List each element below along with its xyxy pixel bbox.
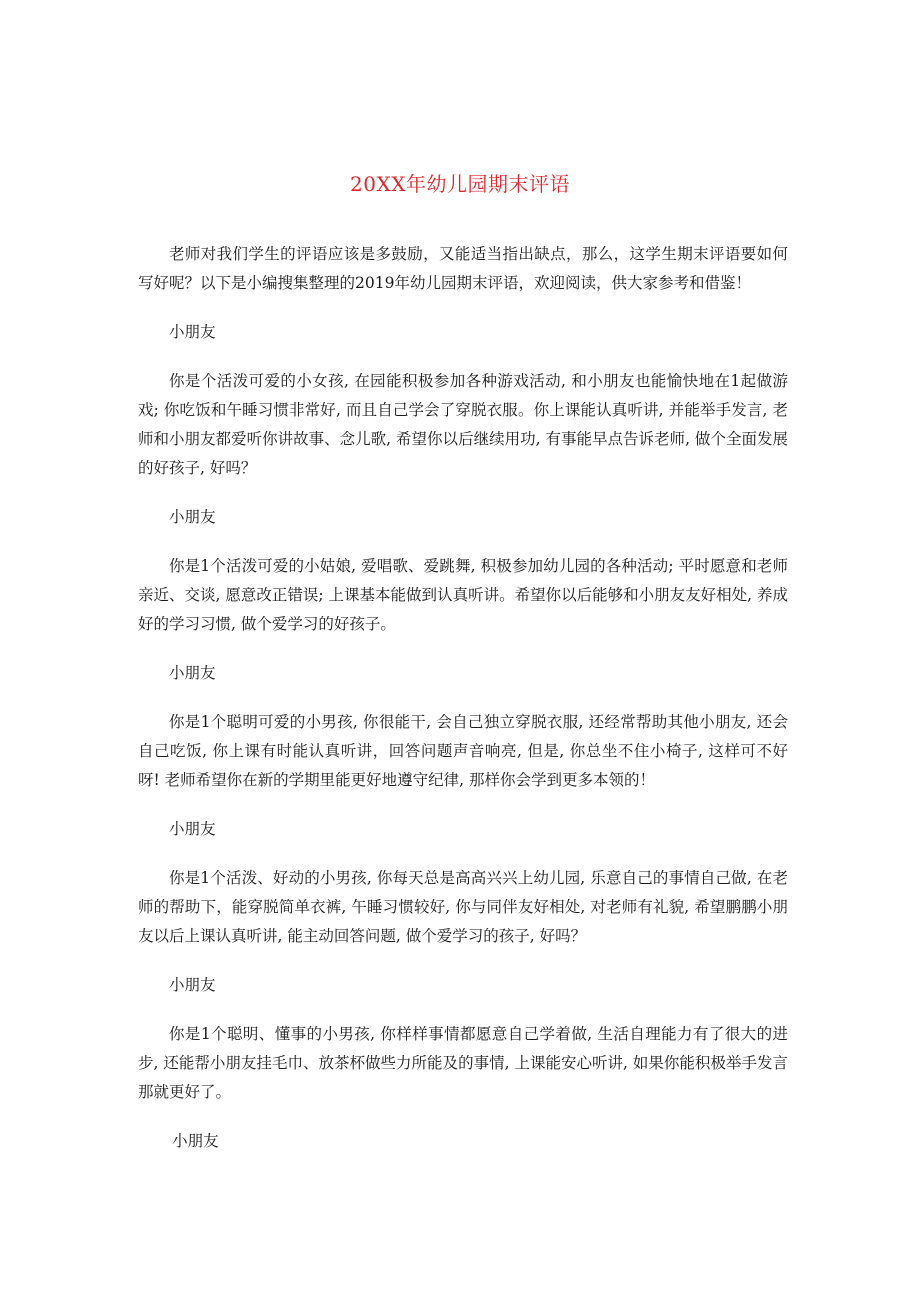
closing-addressee-label: 小朋友 (172, 1132, 219, 1150)
addressee-label: 小朋友 (169, 820, 216, 838)
comment-paragraph: 你是1个活泼可爱的小姑娘, 爱唱歌、爱跳舞, 积极参加幼儿园的各种活动; 平时愿意和老师亲近、交谈, 愿意改正错误; 上课基本能做到认真听讲。希望你以后能够和小朋友友好相处, 养成好的学习习惯, 做个爱学习的好孩子。 (138, 557, 788, 633)
comment-paragraph: 你是个活泼可爱的小女孩, 在园能积极参加各种游戏活动, 和小朋友也能愉快地在1起做游戏; 你吃饭和午睡习惯非常好, 而且自己学会了穿脱衣服。你上课能认真听讲, 并能举手发言, 老师和小朋友都爱听你讲故事、念儿歌, 希望你以后继续用功, 有事能早点告诉老师, 做个全面发展的好孩子, 好吗？ (138, 372, 788, 477)
document-body (138, 240, 788, 1176)
comment-paragraph: 你是1个聪明、懂事的小男孩, 你样样事情都愿意自己学着做, 生活自理能力有了很大的进步, 还能帮小朋友挂毛巾、放茶杯做些力所能及的事情, 上课能安心听讲, 如果你能积极举手发言那就更好了。 (138, 1025, 788, 1101)
comment-paragraph: 你是1个活泼、好动的小男孩, 你每天总是高高兴兴上幼儿园, 乐意自己的事情自己做, 在老师的帮助下，能穿脱简单衣裤, 午睡习惯较好, 你与同伴友好相处, 对老师有礼貌, 希望鹏鹏小朋友以后上课认真听讲, 能主动回答问题, 做个爱学习的孩子, 好吗？ (138, 869, 788, 945)
addressee-label: 小朋友 (169, 976, 216, 994)
comment-paragraph: 你是1个聪明可爱的小男孩, 你很能干, 会自己独立穿脱衣服, 还经常帮助其他小朋友, 还会自己吃饭, 你上课有时能认真听讲，回答问题声音响亮, 但是, 你总坐不住小椅子, 这样可不好呀! 老师希望你在新的学期里能更好地遵守纪律, 那样你会学到更多本领的！ (138, 713, 788, 789)
document-title: 20XX年幼儿园期末评语 (350, 172, 570, 196)
addressee-label: 小朋友 (169, 508, 216, 526)
addressee-label: 小朋友 (169, 323, 216, 341)
intro-paragraph: 老师对我们学生的评语应该是多鼓励，又能适当指出缺点，那么，这学生期末评语要如何写好呢？以下是小编搜集整理的2019年幼儿园期末评语，欢迎阅读，供大家参考和借鉴！ (138, 245, 788, 292)
addressee-label: 小朋友 (169, 664, 216, 682)
